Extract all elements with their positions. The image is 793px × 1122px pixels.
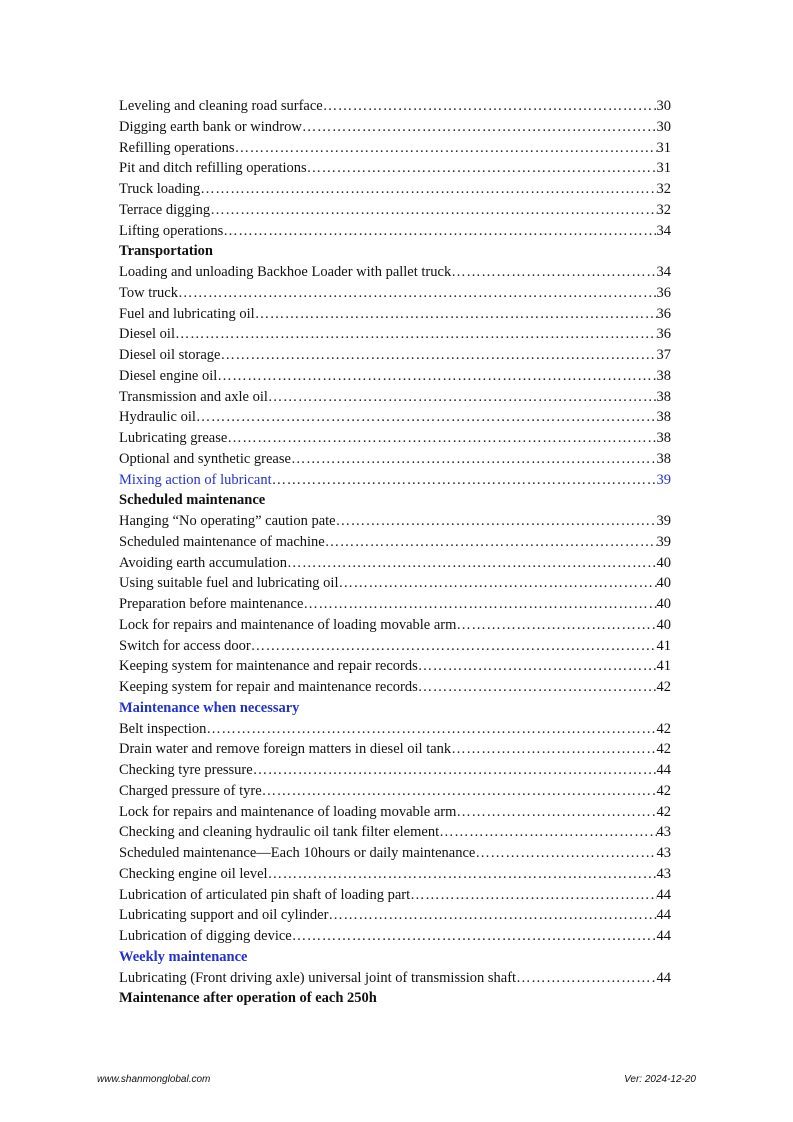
toc-entry[interactable] — [119, 407, 671, 428]
toc-entry-page: 32 — [656, 181, 671, 197]
toc-entry-title: Checking tyre pressure — [119, 762, 253, 778]
toc-entry[interactable] — [119, 656, 671, 677]
toc-entry-page: 43 — [656, 824, 671, 841]
toc-entry-title: Lubrication of digging device — [119, 928, 292, 944]
toc-entry-page: 44 — [656, 762, 671, 778]
toc-entry[interactable] — [119, 926, 671, 947]
toc-entry-page: 37 — [656, 347, 671, 363]
toc-entry-page: 44 — [656, 886, 671, 903]
toc-entry-title: Loading and unloading Backhoe Loader with pallet truck — [119, 264, 452, 280]
toc-entry-page: 42 — [656, 720, 671, 737]
toc-entry[interactable] — [119, 760, 671, 781]
toc-section-heading: Maintenance after operation of each 250h — [119, 990, 377, 1007]
toc-leader-dots — [325, 532, 657, 553]
toc-entry[interactable] — [119, 739, 671, 760]
toc-entry[interactable] — [119, 781, 671, 802]
toc-entry-page: 42 — [656, 741, 671, 758]
toc-entry-title: Transmission and axle oil — [119, 388, 268, 405]
toc-entry[interactable] — [119, 221, 671, 242]
toc-entry-page: 34 — [656, 222, 671, 239]
toc-leader-dots — [291, 449, 657, 470]
toc-leader-dots — [210, 200, 656, 221]
toc-entry-title: Tow truck — [119, 284, 178, 301]
toc-entry-title: Avoiding earth accumulation — [119, 554, 288, 571]
toc-entry-page: 30 — [656, 118, 671, 135]
toc-entry-title: Hanging “No operating” caution pate — [119, 513, 336, 529]
toc-entry[interactable] — [119, 117, 671, 138]
toc-leader-dots — [410, 885, 656, 906]
toc-leader-dots — [268, 864, 657, 885]
toc-entry[interactable] — [119, 428, 671, 449]
toc-entry-title: Charged pressure of tyre — [119, 782, 262, 799]
toc-leader-dots — [292, 926, 657, 947]
toc-entry-page: 43 — [656, 865, 671, 882]
toc-entry[interactable] — [119, 387, 671, 408]
toc-entry[interactable] — [119, 262, 671, 283]
toc-leader-dots — [336, 511, 657, 532]
toc-leader-dots — [456, 802, 656, 823]
toc-entry-page: 36 — [656, 284, 671, 301]
toc-entry-title: Keeping system for maintenance and repair records — [119, 658, 418, 675]
toc-entry-page: 38 — [656, 450, 671, 467]
toc-entry-title: Optional and synthetic grease — [119, 450, 291, 467]
toc-entry[interactable] — [119, 345, 671, 366]
toc-entry[interactable] — [119, 96, 671, 117]
toc-entry[interactable] — [119, 802, 671, 823]
toc-entry-page: 39 — [656, 533, 671, 550]
toc-entry-title: Diesel oil — [119, 326, 175, 343]
toc-entry-title: Belt inspection — [119, 720, 207, 737]
toc-leader-dots — [418, 677, 657, 698]
toc-entry[interactable] — [119, 553, 671, 574]
toc-entry-title: Lubricating (Front driving axle) universal joint of transmission shaft — [119, 969, 517, 986]
toc-entry-page: 44 — [656, 969, 671, 986]
toc-entry-page: 38 — [656, 430, 671, 446]
toc-entry[interactable] — [119, 905, 671, 926]
toc-section-heading: Maintenance when necessary — [119, 699, 300, 716]
footer-version: Ver: 2024-12-20 — [624, 1074, 696, 1085]
toc-entry-title: Preparation before maintenance — [119, 596, 304, 612]
toc-entry-title: Digging earth bank or windrow — [119, 118, 302, 135]
toc-entry-page: 43 — [656, 845, 671, 861]
toc-leader-dots — [220, 345, 656, 366]
toc-section-heading: Weekly maintenance — [119, 948, 248, 965]
footer-website: www.shanmonglobal.com — [97, 1074, 211, 1085]
toc-entry-page: 40 — [656, 596, 671, 612]
toc-entry-page: 31 — [656, 160, 671, 177]
toc-entry-title: Scheduled maintenance—Each 10hours or daily maintenance — [119, 845, 476, 861]
toc-entry[interactable] — [119, 324, 671, 345]
toc-entry[interactable] — [119, 822, 671, 843]
toc-leader-dots — [268, 387, 657, 408]
toc-entry-title: Keeping system for repair and maintenance records — [119, 679, 418, 695]
toc-entry[interactable] — [119, 158, 671, 179]
toc-entry-page: 40 — [656, 554, 671, 571]
toc-entry[interactable] — [119, 594, 671, 615]
toc-entry-page: 39 — [656, 513, 671, 529]
toc-leader-dots — [255, 304, 657, 325]
toc-entry-title: Pit and ditch refilling operations — [119, 160, 307, 177]
toc-entry[interactable] — [119, 615, 671, 636]
toc-entry-title: Fuel and lubricating oil — [119, 305, 255, 322]
toc-leader-dots — [253, 760, 657, 781]
toc-leader-dots — [475, 843, 656, 864]
toc-entry-page: 34 — [656, 264, 671, 280]
toc-entry[interactable] — [119, 470, 671, 491]
toc-leader-dots — [456, 615, 656, 636]
toc-entry-title: Truck loading — [119, 181, 201, 197]
toc-entry[interactable] — [119, 179, 671, 200]
toc-entry-title: Lock for repairs and maintenance of loading movable arm — [119, 616, 457, 633]
toc-leader-dots — [451, 262, 656, 283]
toc-entry-title: Lubrication of articulated pin shaft of loading part — [119, 886, 411, 903]
toc-entry-page: 44 — [656, 907, 671, 924]
toc-entry[interactable] — [119, 511, 671, 532]
toc-entry-title: Scheduled maintenance of machine — [119, 533, 325, 550]
toc-entry-title: Diesel engine oil — [119, 367, 218, 384]
toc-entry-title: Lock for repairs and maintenance of loading movable arm — [119, 803, 457, 820]
toc-leader-dots — [439, 822, 656, 843]
toc-entry-title: Hydraulic oil — [119, 409, 196, 426]
toc-entry-title: Lubricating support and oil cylinder — [119, 907, 329, 924]
toc-entry[interactable] — [119, 636, 671, 657]
toc-leader-dots — [196, 407, 657, 428]
toc-entry[interactable] — [119, 885, 671, 906]
toc-section-heading: Transportation — [119, 243, 213, 260]
toc-entry-page: 30 — [656, 98, 671, 114]
toc-leader-dots — [223, 221, 656, 242]
toc-leader-dots — [227, 428, 656, 449]
toc-entry-title: Diesel oil storage — [119, 347, 221, 363]
toc-entry-title: Using suitable fuel and lubricating oil — [119, 575, 339, 592]
toc-entry-page: 32 — [656, 201, 671, 218]
toc-leader-dots — [451, 739, 656, 760]
toc-entry-page: 42 — [656, 803, 671, 820]
toc-leader-dots — [272, 470, 657, 491]
toc-leader-dots — [302, 117, 657, 138]
toc-leader-dots — [200, 179, 656, 200]
toc-leader-dots — [418, 656, 657, 677]
toc-leader-dots — [338, 573, 656, 594]
toc-entry-page: 38 — [656, 367, 671, 384]
toc-entry[interactable] — [119, 532, 671, 553]
toc-leader-dots — [175, 324, 657, 345]
toc-entry-page: 38 — [656, 409, 671, 426]
toc-entry-title: Lifting operations — [119, 222, 224, 239]
toc-entry-title: Refilling operations — [119, 139, 235, 156]
toc-entry-page: 41 — [656, 637, 671, 654]
toc-entry-title: Mixing action of lubricant — [119, 471, 272, 488]
table-of-contents — [119, 96, 671, 1009]
toc-leader-dots — [217, 366, 656, 387]
toc-leader-dots — [303, 594, 656, 615]
toc-entry-page: 31 — [656, 139, 671, 156]
toc-entry-page: 44 — [656, 928, 671, 944]
toc-entry-page: 41 — [656, 658, 671, 675]
toc-entry-title: Drain water and remove foreign matters in diesel oil tank — [119, 741, 452, 758]
toc-entry-title: Leveling and cleaning road surface — [119, 98, 323, 114]
toc-leader-dots — [323, 96, 657, 117]
toc-leader-dots — [206, 719, 656, 740]
toc-entry-page: 40 — [656, 616, 671, 633]
toc-entry-page: 38 — [656, 388, 671, 405]
toc-entry[interactable] — [119, 138, 671, 159]
toc-entry-page: 39 — [656, 471, 671, 488]
toc-entry[interactable] — [119, 304, 671, 325]
toc-entry[interactable] — [119, 968, 671, 989]
toc-entry-title: Checking engine oil level — [119, 865, 268, 882]
toc-entry[interactable] — [119, 864, 671, 885]
toc-entry-page: 36 — [656, 305, 671, 322]
toc-entry[interactable] — [119, 843, 671, 864]
toc-entry-page: 42 — [656, 679, 671, 695]
toc-entry[interactable] — [119, 677, 671, 698]
toc-entry[interactable] — [119, 366, 671, 387]
toc-entry[interactable] — [119, 719, 671, 740]
toc-section-heading: Scheduled maintenance — [119, 492, 266, 509]
toc-leader-dots — [178, 283, 657, 304]
toc-entry[interactable] — [119, 283, 671, 304]
toc-entry[interactable] — [119, 573, 671, 594]
toc-leader-dots — [235, 138, 657, 159]
toc-leader-dots — [516, 968, 656, 989]
toc-leader-dots — [328, 905, 656, 926]
toc-entry-page: 40 — [656, 575, 671, 592]
toc-leader-dots — [307, 158, 657, 179]
toc-leader-dots — [287, 553, 656, 574]
toc-entry-page: 36 — [656, 326, 671, 343]
toc-entry-title: Checking and cleaning hydraulic oil tank filter element — [119, 824, 440, 841]
toc-entry-title: Lubricating grease — [119, 430, 228, 446]
toc-entry-page: 42 — [656, 782, 671, 799]
toc-leader-dots — [262, 781, 657, 802]
toc-entry-title: Terrace digging — [119, 201, 211, 218]
toc-entry[interactable] — [119, 449, 671, 470]
toc-entry[interactable] — [119, 200, 671, 221]
toc-entry-title: Switch for access door — [119, 637, 251, 654]
toc-leader-dots — [251, 636, 657, 657]
